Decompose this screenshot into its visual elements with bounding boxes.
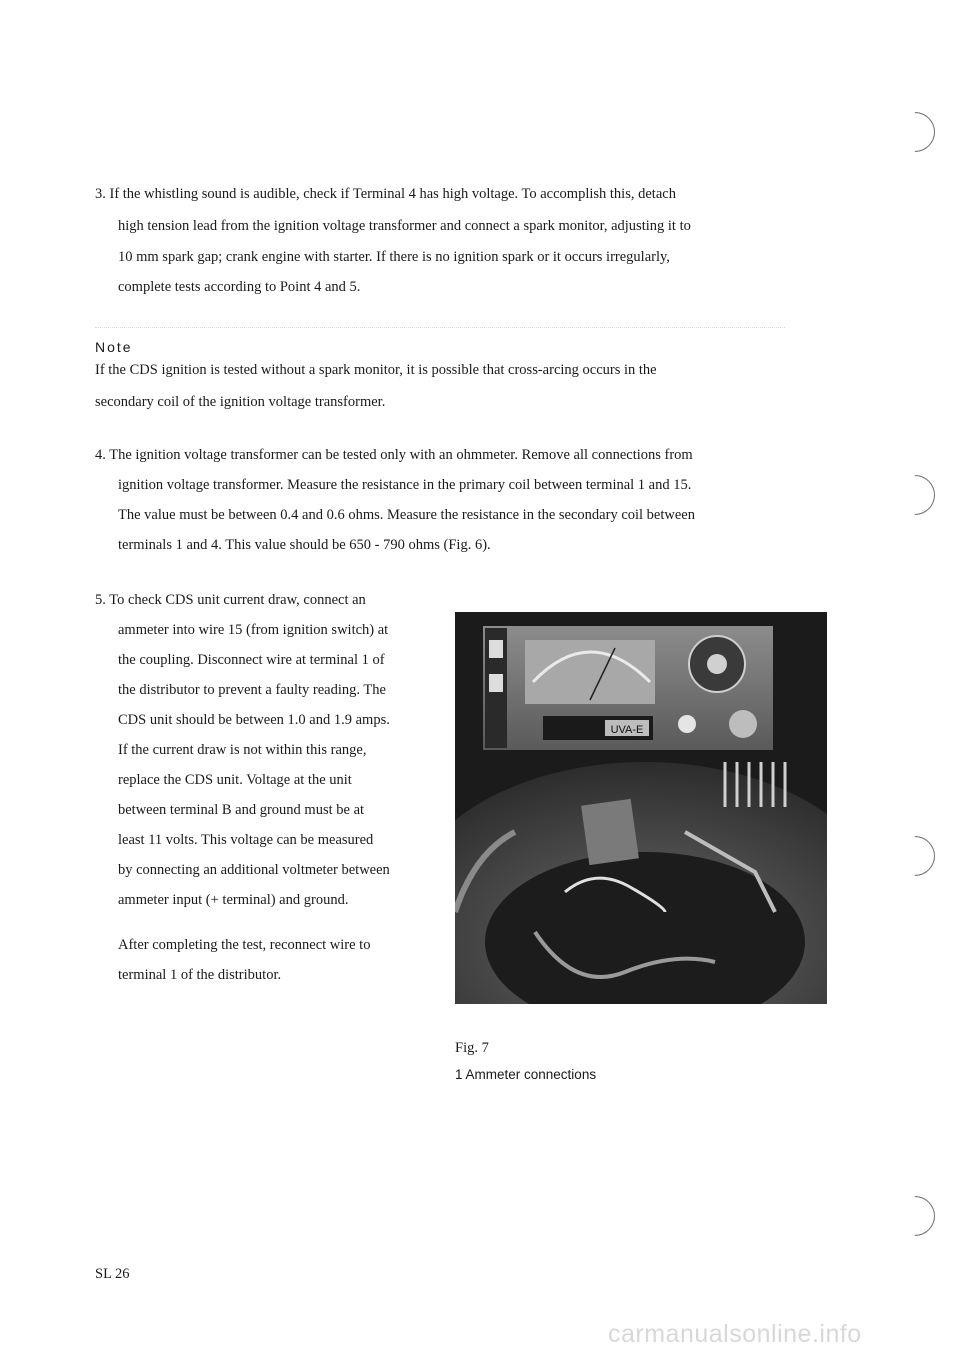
page-code: SL 26 (95, 1266, 130, 1282)
figure-7-photo (455, 612, 827, 1004)
item-5-after-line-2: terminal 1 of the distributor. (118, 967, 282, 983)
item-4-line-2: ignition voltage transformer. Measure the resistance in the primary coil between terminal 1 and 15. (118, 477, 692, 493)
watermark: carmanualsonline.info (608, 1320, 862, 1348)
item-5-after-line-1: After completing the test, reconnect wire to (118, 937, 371, 953)
note-heading: Note (95, 339, 133, 355)
meter-brand-label: UVA-E (610, 724, 644, 736)
item-3-line-3: 10 mm spark gap; crank engine with starter. If there is no ignition spark or it occurs irregularly, (118, 249, 670, 265)
figure-label: Fig. 7 (455, 1040, 489, 1056)
item-5-line-4: the distributor to prevent a faulty reading. The (118, 682, 386, 698)
item-4-line-1: 4. The ignition voltage transformer can be tested only with an ohmmeter. Remove all connections from (95, 447, 693, 463)
item-5-line-1: 5. To check CDS unit current draw, connect an (95, 592, 366, 608)
item-4-line-3: The value must be between 0.4 and 0.6 ohms. Measure the resistance in the secondary coil between (118, 507, 695, 523)
item-5-line-2: ammeter into wire 15 (from ignition switch) at (118, 622, 389, 638)
punch-hole-1 (887, 104, 944, 161)
item-3-line-1: 3. If the whistling sound is audible, check if Terminal 4 has high voltage. To accomplish this, detach (95, 186, 676, 202)
item-5-line-9: least 11 volts. This voltage can be measured (118, 832, 374, 848)
faint-divider (95, 327, 785, 329)
item-5-line-11: ammeter input (+ terminal) and ground. (118, 892, 349, 908)
punch-hole-3 (887, 828, 944, 885)
item-5-line-3: the coupling. Disconnect wire at terminal 1 of (118, 652, 385, 668)
item-5-line-8: between terminal B and ground must be at (118, 802, 365, 818)
item-4-line-4: terminals 1 and 4. This value should be 650 - 790 ohms (Fig. 6). (118, 537, 491, 553)
item-5-line-5: CDS unit should be between 1.0 and 1.9 amps. (118, 712, 390, 728)
note-line-2: secondary coil of the ignition voltage transformer. (95, 394, 386, 410)
item-5-line-7: replace the CDS unit. Voltage at the unit (118, 772, 352, 788)
punch-hole-2 (887, 467, 944, 524)
figure-caption: 1 Ammeter connections (455, 1067, 597, 1082)
item-5-line-10: by connecting an additional voltmeter between (118, 862, 390, 878)
item-3-line-2: high tension lead from the ignition voltage transformer and connect a spark monitor, adjusting it to (118, 218, 691, 234)
note-line-1: If the CDS ignition is tested without a spark monitor, it is possible that cross-arcing occurs in the (95, 362, 657, 378)
item-5-line-6: If the current draw is not within this range, (118, 742, 367, 758)
punch-hole-4 (887, 1188, 944, 1245)
item-3-line-4: complete tests according to Point 4 and 5. (118, 279, 361, 295)
photo-illustration (455, 612, 827, 1004)
